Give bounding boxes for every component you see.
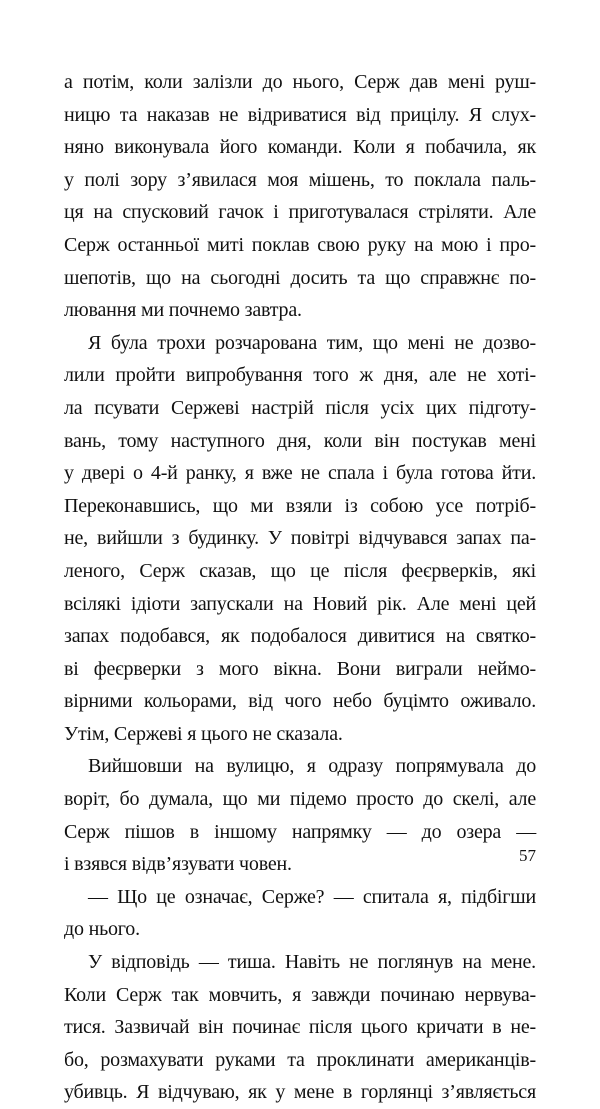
text-line: няно виконувала його команди. Коли я побачила, як <box>64 136 536 159</box>
paragraph-start-line: Я була трохи розчарована тим, що мені не дозво- <box>88 331 536 354</box>
text-line: Коли Серж так мовчить, я завжди починаю нервува- <box>64 983 536 1006</box>
text-line: ві феєрверки з мого вікна. Вони виграли неймо- <box>64 657 536 680</box>
page-number: 57 <box>519 846 536 865</box>
text-line: лили пройти випробування того ж дня, але не хоті- <box>64 364 536 387</box>
text-line: запах подобався, як подобалося дивитися на святко- <box>64 625 536 648</box>
text-line: не, вийшли з будинку. У повітрі відчувався запах па- <box>64 527 536 550</box>
text-line: ла псувати Сержеві настрій після усіх цих підготу- <box>64 396 536 419</box>
text-line: ця на спусковий гачок і приготувалася стріляти. Але <box>64 201 536 224</box>
text-line: Серж пішов в іншому напрямку — до озера — <box>64 820 536 843</box>
text-line: лювання ми почнемо завтра. <box>64 299 302 322</box>
paragraph-start-line: У відповідь — тиша. Навіть не поглянув на мене. <box>88 951 536 974</box>
text-line: ницю та наказав не відриватися від прицілу. Я слух- <box>64 103 536 126</box>
text-line: у полі зору з’явилася моя мішень, то поклала паль- <box>64 168 536 191</box>
text-line: Переконавшись, що ми взяли із собою усе потріб- <box>64 494 536 517</box>
dialogue-line: — Що це означає, Серже? — спитала я, підбігши <box>88 885 536 908</box>
paragraph-start-line: Вийшовши на вулицю, я одразу попрямувала до <box>88 755 536 778</box>
text-line: тися. Зазвичай він починає після цього кричати в не- <box>64 1016 536 1039</box>
text-line: Серж останньої миті поклав свою руку на мою і про- <box>64 233 536 256</box>
text-line: до нього. <box>64 918 140 941</box>
book-page-text <box>64 66 536 1109</box>
text-line: у двері о 4-й ранку, я вже не спала і була готова йти. <box>64 462 536 485</box>
text-line: Утім, Сержеві я цього не сказала. <box>64 722 343 745</box>
text-line: леного, Серж сказав, що це після феєрверків, які <box>64 559 536 582</box>
text-line: і взявся відв’язувати човен. <box>64 853 292 876</box>
text-line: всілякі ідіоти запускали на Новий рік. Але мені цей <box>64 592 536 615</box>
text-line: вірними кольорами, від чого небо буцімто оживало. <box>64 690 536 713</box>
text-line: воріт, бо думала, що ми підемо просто до скелі, але <box>64 788 536 811</box>
text-line: шепотів, що на сьогодні досить та що справжнє по- <box>64 266 536 289</box>
text-line: вань, тому наступного дня, коли він постукав мені <box>64 429 536 452</box>
text-line: бо, розмахувати руками та проклинати американців- <box>64 1048 536 1071</box>
text-line: убивць. Я відчуваю, як у мене в горлянці з’являється <box>64 1081 536 1104</box>
text-line: а потім, коли залізли до нього, Серж дав мені руш- <box>64 71 536 93</box>
